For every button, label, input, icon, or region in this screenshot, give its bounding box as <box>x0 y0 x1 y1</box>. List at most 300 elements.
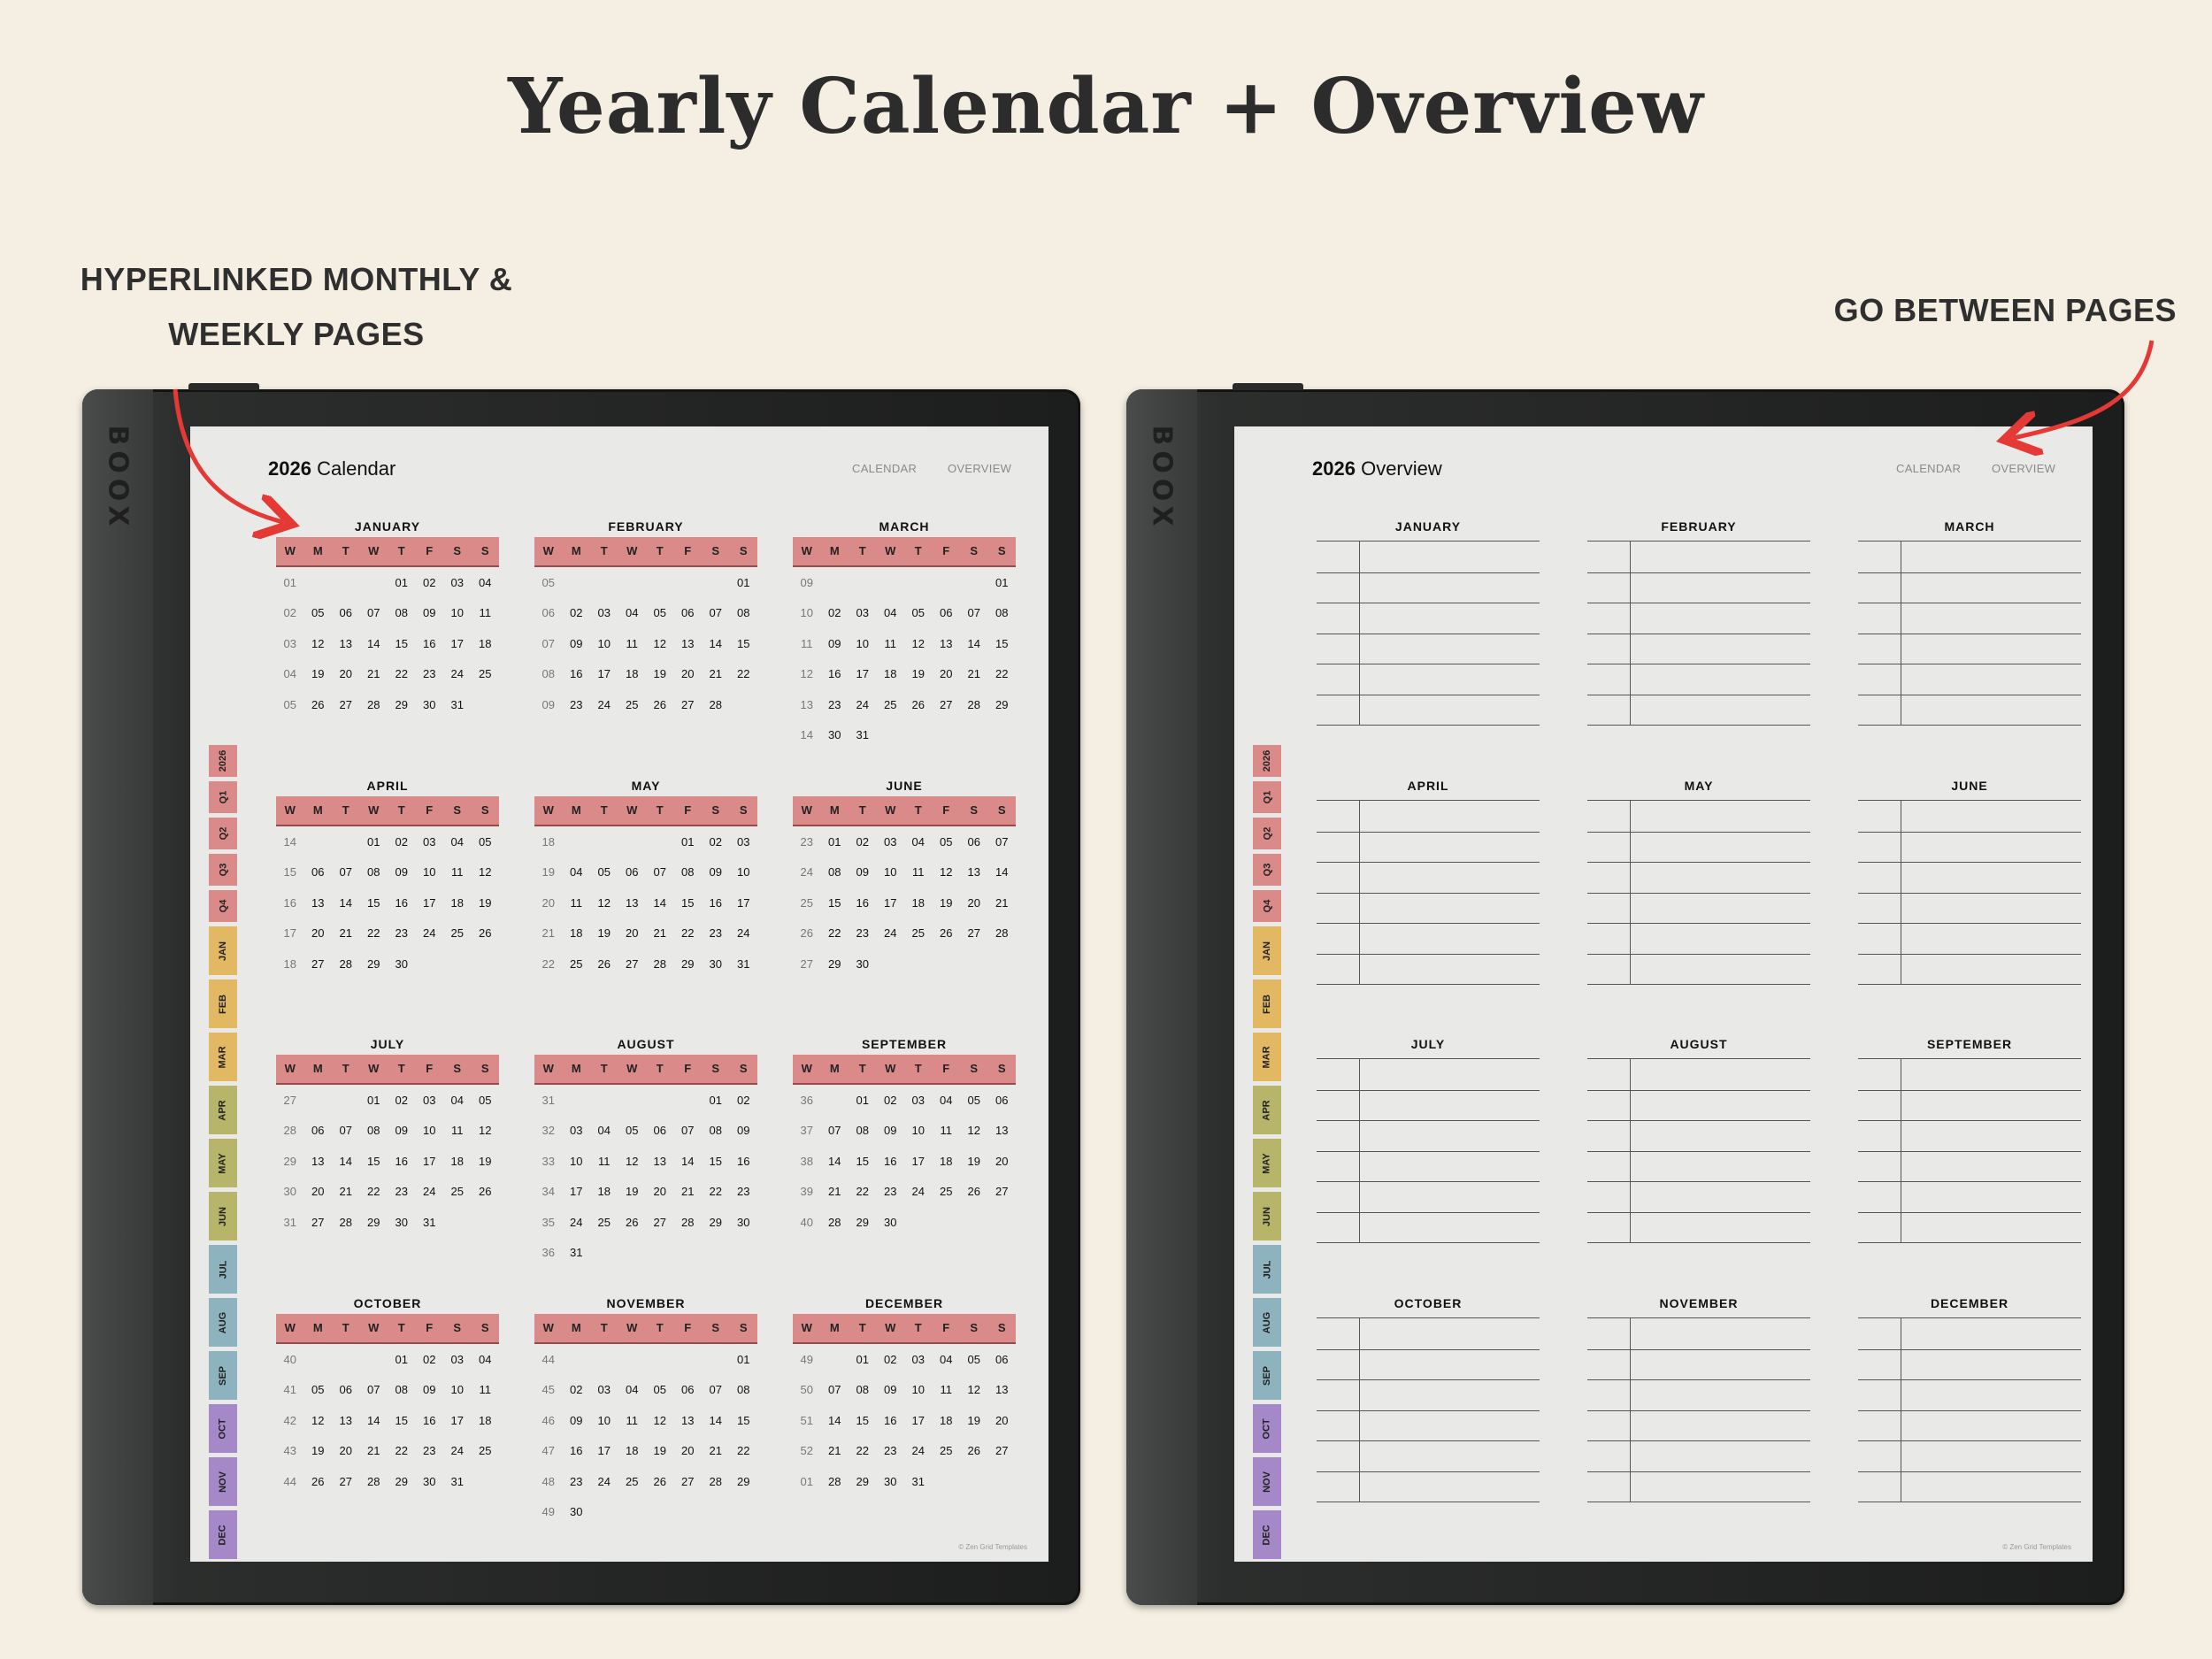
day-cell[interactable]: 27 <box>339 697 352 711</box>
day-cell[interactable]: 28 <box>709 1474 722 1488</box>
day-cell[interactable]: 18 <box>911 895 925 910</box>
day-cell[interactable]: 28 <box>967 697 980 711</box>
month-name[interactable]: SEPTEMBER <box>1926 1037 2013 1051</box>
day-cell[interactable]: 06 <box>995 1352 1009 1366</box>
day-cell[interactable]: 24 <box>570 1215 583 1229</box>
overview-lines[interactable] <box>1858 541 2081 725</box>
day-cell[interactable]: 29 <box>828 956 841 971</box>
day-cell[interactable]: 17 <box>856 667 869 681</box>
day-cell[interactable]: 13 <box>995 1124 1009 1138</box>
sidebar-tab-feb[interactable] <box>209 979 237 1028</box>
day-cell[interactable]: 24 <box>911 1185 925 1199</box>
day-cell[interactable]: 03 <box>911 1093 925 1107</box>
overview-month-july[interactable] <box>1317 1037 1540 1242</box>
day-cell[interactable]: 25 <box>479 667 492 681</box>
month-name[interactable]: AUGUST <box>1670 1037 1728 1051</box>
day-cell[interactable]: 10 <box>570 1154 583 1168</box>
sidebar-tab-apr[interactable] <box>209 1086 237 1134</box>
overview-month-january[interactable] <box>1317 519 1540 725</box>
day-cell[interactable]: 27 <box>311 956 325 971</box>
day-cell[interactable]: 13 <box>940 636 953 650</box>
day-cell[interactable]: 27 <box>339 1474 352 1488</box>
day-cell[interactable]: 19 <box>967 1154 980 1168</box>
day-cell[interactable]: 09 <box>856 865 869 879</box>
overview-lines[interactable] <box>1587 541 1810 725</box>
month-name[interactable]: MAY <box>631 779 661 793</box>
day-cell[interactable]: 23 <box>570 1474 583 1488</box>
day-cell[interactable]: 24 <box>423 926 436 941</box>
day-cell[interactable]: 22 <box>737 1444 750 1458</box>
day-cell[interactable]: 07 <box>828 1124 841 1138</box>
week-number-link[interactable]: 32 <box>541 1124 555 1138</box>
month-calendar-june[interactable] <box>793 779 1016 979</box>
day-cell[interactable]: 14 <box>828 1413 841 1427</box>
day-cell[interactable]: 04 <box>450 1093 464 1107</box>
nav-overview-link[interactable]: OVERVIEW <box>948 462 1012 475</box>
day-cell[interactable]: 22 <box>367 926 380 941</box>
week-number-link[interactable]: 19 <box>541 865 555 879</box>
day-cell[interactable]: 22 <box>856 1185 869 1199</box>
day-cell[interactable]: 13 <box>681 636 695 650</box>
day-cell[interactable]: 03 <box>450 1352 464 1366</box>
day-cell[interactable]: 23 <box>856 926 869 941</box>
month-calendar-may[interactable] <box>534 779 757 979</box>
week-number-link[interactable]: 50 <box>800 1383 813 1397</box>
month-calendar-january[interactable] <box>276 519 499 720</box>
week-number-link[interactable]: 40 <box>800 1215 813 1229</box>
week-number-link[interactable]: 08 <box>541 667 555 681</box>
day-cell[interactable]: 03 <box>450 575 464 589</box>
day-cell[interactable]: 05 <box>311 1383 325 1397</box>
day-cell[interactable]: 09 <box>709 865 722 879</box>
day-cell[interactable]: 27 <box>681 697 695 711</box>
day-cell[interactable]: 27 <box>311 1215 325 1229</box>
day-cell[interactable]: 24 <box>450 667 464 681</box>
sidebar-tab-jan[interactable] <box>209 926 237 975</box>
overview-lines[interactable] <box>1587 1058 1810 1242</box>
day-cell[interactable]: 03 <box>570 1124 583 1138</box>
day-cell[interactable]: 31 <box>856 728 869 742</box>
week-number-link[interactable]: 18 <box>541 834 555 849</box>
month-name[interactable]: JUNE <box>886 779 923 793</box>
day-cell[interactable]: 18 <box>884 667 897 681</box>
day-cell[interactable]: 22 <box>995 667 1009 681</box>
week-number-link[interactable]: 51 <box>800 1413 813 1427</box>
sidebar-tab-nov[interactable] <box>1253 1457 1281 1506</box>
day-cell[interactable]: 30 <box>395 956 408 971</box>
day-cell[interactable]: 16 <box>709 895 722 910</box>
day-cell[interactable]: 11 <box>451 865 464 879</box>
day-cell[interactable]: 01 <box>395 1352 408 1366</box>
week-number-link[interactable]: 21 <box>541 926 555 941</box>
week-number-link[interactable]: 05 <box>283 697 296 711</box>
overview-month-december[interactable] <box>1858 1296 2081 1502</box>
sidebar-tab-nov[interactable] <box>209 1457 237 1506</box>
month-calendar-december[interactable] <box>793 1296 1016 1497</box>
week-number-link[interactable]: 35 <box>541 1215 555 1229</box>
day-cell[interactable]: 18 <box>450 895 464 910</box>
week-number-link[interactable]: 52 <box>800 1444 813 1458</box>
day-cell[interactable]: 09 <box>828 636 841 650</box>
sidebar-tab-2026[interactable] <box>209 745 237 777</box>
day-cell[interactable]: 06 <box>311 865 325 879</box>
overview-month-june[interactable] <box>1858 779 2081 984</box>
day-cell[interactable]: 29 <box>856 1215 869 1229</box>
week-number-link[interactable]: 09 <box>541 697 555 711</box>
day-cell[interactable]: 24 <box>423 1185 436 1199</box>
week-number-link[interactable]: 14 <box>800 728 813 742</box>
week-number-link[interactable]: 47 <box>541 1444 555 1458</box>
day-cell[interactable]: 22 <box>709 1185 722 1199</box>
day-cell[interactable]: 02 <box>709 834 722 849</box>
day-cell[interactable]: 17 <box>570 1185 583 1199</box>
month-name[interactable]: MAY <box>1684 779 1714 793</box>
day-cell[interactable]: 14 <box>367 636 380 650</box>
day-cell[interactable]: 01 <box>709 1093 722 1107</box>
week-number-link[interactable]: 31 <box>283 1215 296 1229</box>
day-cell[interactable]: 19 <box>311 667 325 681</box>
day-cell[interactable]: 05 <box>653 1383 666 1397</box>
day-cell[interactable]: 10 <box>450 1383 464 1397</box>
day-cell[interactable]: 29 <box>395 1474 408 1488</box>
week-number-link[interactable]: 01 <box>800 1474 813 1488</box>
day-cell[interactable]: 08 <box>995 606 1009 620</box>
week-number-link[interactable]: 22 <box>541 956 555 971</box>
week-number-link[interactable]: 01 <box>283 575 296 589</box>
month-name[interactable]: NOVEMBER <box>606 1296 686 1310</box>
day-cell[interactable]: 18 <box>940 1413 953 1427</box>
day-cell[interactable]: 04 <box>479 575 492 589</box>
day-cell[interactable]: 14 <box>995 865 1009 879</box>
day-cell[interactable]: 22 <box>828 926 841 941</box>
week-number-link[interactable]: 30 <box>283 1185 296 1199</box>
sidebar-tab-q4[interactable] <box>1253 890 1281 922</box>
day-cell[interactable]: 24 <box>737 926 750 941</box>
day-cell[interactable]: 15 <box>709 1154 722 1168</box>
day-cell[interactable]: 09 <box>395 1124 408 1138</box>
day-cell[interactable]: 15 <box>737 636 750 650</box>
month-calendar-october[interactable] <box>276 1296 499 1497</box>
sidebar-tab-jun[interactable] <box>209 1192 237 1240</box>
day-cell[interactable]: 01 <box>367 834 380 849</box>
day-cell[interactable]: 29 <box>681 956 695 971</box>
week-number-link[interactable]: 46 <box>541 1413 555 1427</box>
week-number-link[interactable]: 31 <box>541 1093 555 1107</box>
day-cell[interactable]: 26 <box>911 697 925 711</box>
month-name[interactable]: JULY <box>1410 1037 1446 1051</box>
day-cell[interactable]: 06 <box>339 1383 352 1397</box>
day-cell[interactable]: 19 <box>911 667 925 681</box>
day-cell[interactable]: 25 <box>597 1215 611 1229</box>
overview-lines[interactable] <box>1317 800 1540 984</box>
day-cell[interactable]: 30 <box>423 1474 436 1488</box>
week-number-link[interactable]: 44 <box>283 1474 296 1488</box>
day-cell[interactable]: 06 <box>967 834 980 849</box>
sidebar-tab-jul[interactable] <box>1253 1245 1281 1294</box>
week-number-link[interactable]: 33 <box>541 1154 555 1168</box>
day-cell[interactable]: 06 <box>940 606 953 620</box>
month-name[interactable]: JULY <box>370 1037 405 1051</box>
overview-lines[interactable] <box>1317 1058 1540 1242</box>
day-cell[interactable]: 13 <box>339 636 352 650</box>
day-cell[interactable]: 16 <box>828 667 841 681</box>
day-cell[interactable]: 16 <box>856 895 869 910</box>
day-cell[interactable]: 02 <box>423 575 436 589</box>
day-cell[interactable]: 15 <box>395 1413 408 1427</box>
week-number-link[interactable]: 44 <box>541 1352 555 1366</box>
day-cell[interactable]: 08 <box>856 1383 869 1397</box>
day-cell[interactable]: 10 <box>737 865 750 879</box>
day-cell[interactable]: 02 <box>884 1352 897 1366</box>
day-cell[interactable]: 19 <box>967 1413 980 1427</box>
month-calendar-september[interactable] <box>793 1037 1016 1238</box>
day-cell[interactable]: 04 <box>911 834 925 849</box>
day-cell[interactable]: 30 <box>395 1215 408 1229</box>
month-name[interactable]: FEBRUARY <box>608 519 684 534</box>
day-cell[interactable]: 30 <box>709 956 722 971</box>
day-cell[interactable]: 31 <box>737 956 750 971</box>
day-cell[interactable]: 11 <box>912 865 925 879</box>
month-name[interactable]: OCTOBER <box>1394 1296 1463 1310</box>
week-number-link[interactable]: 11 <box>801 636 813 650</box>
day-cell[interactable]: 06 <box>681 606 695 620</box>
day-cell[interactable]: 13 <box>339 1413 352 1427</box>
day-cell[interactable]: 20 <box>339 667 352 681</box>
day-cell[interactable]: 10 <box>911 1124 925 1138</box>
day-cell[interactable]: 05 <box>479 834 492 849</box>
day-cell[interactable]: 21 <box>828 1444 841 1458</box>
sidebar-tab-sep[interactable] <box>209 1351 237 1400</box>
day-cell[interactable]: 28 <box>995 926 1009 941</box>
sidebar-tab-aug[interactable] <box>1253 1298 1281 1347</box>
day-cell[interactable]: 11 <box>626 1413 638 1427</box>
day-cell[interactable]: 21 <box>339 926 352 941</box>
day-cell[interactable]: 13 <box>681 1413 695 1427</box>
week-number-link[interactable]: 23 <box>800 834 813 849</box>
day-cell[interactable]: 18 <box>479 636 492 650</box>
day-cell[interactable]: 30 <box>737 1215 750 1229</box>
day-cell[interactable]: 17 <box>911 1413 925 1427</box>
day-cell[interactable]: 27 <box>653 1215 666 1229</box>
day-cell[interactable]: 01 <box>367 1093 380 1107</box>
day-cell[interactable]: 20 <box>995 1413 1009 1427</box>
day-cell[interactable]: 12 <box>597 895 611 910</box>
day-cell[interactable]: 08 <box>395 606 408 620</box>
day-cell[interactable]: 19 <box>940 895 953 910</box>
day-cell[interactable]: 15 <box>737 1413 750 1427</box>
day-cell[interactable]: 10 <box>423 1124 436 1138</box>
day-cell[interactable]: 07 <box>681 1124 695 1138</box>
day-cell[interactable]: 02 <box>395 834 408 849</box>
day-cell[interactable]: 18 <box>597 1185 611 1199</box>
month-calendar-february[interactable] <box>534 519 757 720</box>
day-cell[interactable]: 02 <box>423 1352 436 1366</box>
day-cell[interactable]: 10 <box>423 865 436 879</box>
day-cell[interactable]: 03 <box>597 606 611 620</box>
day-cell[interactable]: 20 <box>626 926 639 941</box>
day-cell[interactable]: 08 <box>737 606 750 620</box>
day-cell[interactable]: 09 <box>737 1124 750 1138</box>
day-cell[interactable]: 02 <box>570 1383 583 1397</box>
day-cell[interactable]: 23 <box>884 1185 897 1199</box>
day-cell[interactable]: 29 <box>995 697 1009 711</box>
day-cell[interactable]: 23 <box>737 1185 750 1199</box>
day-cell[interactable]: 03 <box>911 1352 925 1366</box>
day-cell[interactable]: 11 <box>626 636 638 650</box>
day-cell[interactable]: 16 <box>884 1413 897 1427</box>
day-cell[interactable]: 05 <box>626 1124 639 1138</box>
day-cell[interactable]: 12 <box>911 636 925 650</box>
week-number-link[interactable]: 39 <box>800 1185 813 1199</box>
day-cell[interactable]: 13 <box>311 1154 325 1168</box>
day-cell[interactable]: 20 <box>967 895 980 910</box>
day-cell[interactable]: 28 <box>828 1215 841 1229</box>
week-number-link[interactable]: 49 <box>541 1505 555 1519</box>
day-cell[interactable]: 07 <box>995 834 1009 849</box>
day-cell[interactable]: 21 <box>967 667 980 681</box>
day-cell[interactable]: 07 <box>709 1383 722 1397</box>
day-cell[interactable]: 17 <box>737 895 750 910</box>
day-cell[interactable]: 06 <box>311 1124 325 1138</box>
week-number-link[interactable]: 27 <box>283 1093 296 1107</box>
day-cell[interactable]: 21 <box>995 895 1009 910</box>
day-cell[interactable]: 04 <box>940 1093 953 1107</box>
sidebar-tab-oct[interactable] <box>209 1404 237 1453</box>
day-cell[interactable]: 17 <box>423 895 436 910</box>
day-cell[interactable]: 16 <box>395 895 408 910</box>
day-cell[interactable]: 27 <box>940 697 953 711</box>
week-number-link[interactable]: 48 <box>541 1474 555 1488</box>
day-cell[interactable]: 20 <box>311 1185 325 1199</box>
day-cell[interactable]: 20 <box>339 1444 352 1458</box>
day-cell[interactable]: 15 <box>681 895 695 910</box>
day-cell[interactable]: 07 <box>339 1124 352 1138</box>
day-cell[interactable]: 01 <box>995 575 1009 589</box>
day-cell[interactable]: 28 <box>367 1474 380 1488</box>
sidebar-tab-mar[interactable] <box>209 1033 237 1081</box>
day-cell[interactable]: 23 <box>828 697 841 711</box>
overview-month-april[interactable] <box>1317 779 1540 984</box>
day-cell[interactable]: 22 <box>395 1444 408 1458</box>
day-cell[interactable]: 25 <box>940 1444 953 1458</box>
day-cell[interactable]: 23 <box>395 926 408 941</box>
day-cell[interactable]: 07 <box>339 865 352 879</box>
week-number-link[interactable]: 14 <box>283 834 296 849</box>
nav-calendar-link[interactable]: CALENDAR <box>852 462 918 475</box>
day-cell[interactable]: 27 <box>995 1444 1009 1458</box>
day-cell[interactable]: 25 <box>450 926 464 941</box>
day-cell[interactable]: 09 <box>884 1124 897 1138</box>
day-cell[interactable]: 28 <box>339 956 352 971</box>
overview-lines[interactable] <box>1587 800 1810 984</box>
day-cell[interactable]: 17 <box>450 636 464 650</box>
day-cell[interactable]: 02 <box>570 606 583 620</box>
day-cell[interactable]: 30 <box>856 956 869 971</box>
month-calendar-august[interactable] <box>534 1037 757 1268</box>
day-cell[interactable]: 30 <box>884 1215 897 1229</box>
overview-lines[interactable] <box>1858 800 2081 984</box>
day-cell[interactable]: 30 <box>828 728 841 742</box>
week-number-link[interactable]: 24 <box>800 865 813 879</box>
day-cell[interactable]: 21 <box>367 667 380 681</box>
day-cell[interactable]: 26 <box>311 1474 325 1488</box>
day-cell[interactable]: 10 <box>884 865 897 879</box>
sidebar-tab-q2[interactable] <box>1253 818 1281 849</box>
week-number-link[interactable]: 12 <box>800 667 813 681</box>
day-cell[interactable]: 08 <box>367 865 380 879</box>
day-cell[interactable]: 04 <box>597 1124 611 1138</box>
day-cell[interactable]: 01 <box>856 1352 869 1366</box>
day-cell[interactable]: 02 <box>828 606 841 620</box>
overview-month-october[interactable] <box>1317 1296 1540 1502</box>
day-cell[interactable]: 02 <box>395 1093 408 1107</box>
day-cell[interactable]: 04 <box>626 606 639 620</box>
day-cell[interactable]: 03 <box>884 834 897 849</box>
week-number-link[interactable]: 02 <box>283 606 296 620</box>
day-cell[interactable]: 08 <box>395 1383 408 1397</box>
day-cell[interactable]: 07 <box>709 606 722 620</box>
day-cell[interactable]: 13 <box>626 895 639 910</box>
week-number-link[interactable]: 26 <box>800 926 813 941</box>
day-cell[interactable]: 12 <box>940 865 953 879</box>
day-cell[interactable]: 26 <box>597 956 611 971</box>
week-number-link[interactable]: 40 <box>283 1352 296 1366</box>
day-cell[interactable]: 08 <box>709 1124 722 1138</box>
day-cell[interactable]: 18 <box>940 1154 953 1168</box>
sidebar-tab-oct[interactable] <box>1253 1404 1281 1453</box>
day-cell[interactable]: 08 <box>367 1124 380 1138</box>
day-cell[interactable]: 11 <box>451 1124 464 1138</box>
day-cell[interactable]: 11 <box>884 636 896 650</box>
day-cell[interactable]: 06 <box>995 1093 1009 1107</box>
day-cell[interactable]: 10 <box>597 1413 611 1427</box>
day-cell[interactable]: 16 <box>423 1413 436 1427</box>
month-name[interactable]: FEBRUARY <box>1661 519 1737 534</box>
week-number-link[interactable]: 10 <box>800 606 813 620</box>
day-cell[interactable]: 16 <box>395 1154 408 1168</box>
day-cell[interactable]: 31 <box>423 1215 436 1229</box>
day-cell[interactable]: 16 <box>737 1154 750 1168</box>
day-cell[interactable]: 06 <box>339 606 352 620</box>
day-cell[interactable]: 26 <box>967 1185 980 1199</box>
day-cell[interactable]: 30 <box>570 1505 583 1519</box>
week-number-link[interactable]: 41 <box>283 1383 296 1397</box>
month-name[interactable]: AUGUST <box>617 1037 675 1051</box>
overview-lines[interactable] <box>1858 1058 2081 1242</box>
nav-overview-link[interactable]: OVERVIEW <box>1992 462 2056 475</box>
day-cell[interactable]: 15 <box>856 1154 869 1168</box>
day-cell[interactable]: 21 <box>653 926 666 941</box>
day-cell[interactable]: 28 <box>339 1215 352 1229</box>
sidebar-tab-q4[interactable] <box>209 890 237 922</box>
week-number-link[interactable]: 29 <box>283 1154 296 1168</box>
week-number-link[interactable]: 42 <box>283 1413 296 1427</box>
day-cell[interactable]: 19 <box>626 1185 639 1199</box>
sidebar-tab-jul[interactable] <box>209 1245 237 1294</box>
day-cell[interactable]: 27 <box>967 926 980 941</box>
day-cell[interactable]: 01 <box>737 1352 750 1366</box>
day-cell[interactable]: 24 <box>597 697 611 711</box>
day-cell[interactable]: 14 <box>967 636 980 650</box>
sidebar-tab-apr[interactable] <box>1253 1086 1281 1134</box>
day-cell[interactable]: 15 <box>995 636 1009 650</box>
week-number-link[interactable]: 37 <box>800 1124 813 1138</box>
day-cell[interactable]: 26 <box>940 926 953 941</box>
month-calendar-april[interactable] <box>276 779 499 979</box>
day-cell[interactable]: 17 <box>911 1154 925 1168</box>
day-cell[interactable]: 20 <box>681 667 695 681</box>
day-cell[interactable]: 05 <box>967 1352 980 1366</box>
